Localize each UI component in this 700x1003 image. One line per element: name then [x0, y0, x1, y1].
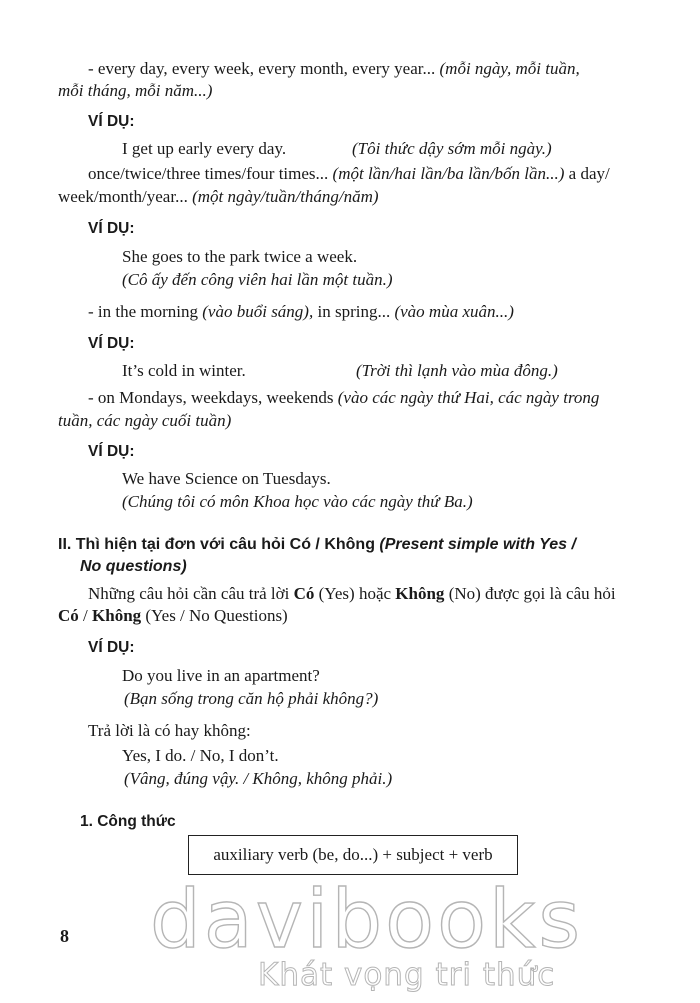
frequency-line: once/twice/three times/four times... (một lần/hai lần/ba lần/bốn lần...) a day/ — [88, 164, 610, 183]
section-heading-cont: No questions) — [80, 558, 187, 575]
frequency-line: - every day, every week, every month, every year... (mỗi ngày, mỗi tuần, — [88, 59, 580, 78]
example-translation: (Tôi thức dậy sớm mỗi ngày.) — [352, 139, 552, 158]
frequency-line: - in the morning (vào buổi sáng), in spring... (vào mùa xuân...) — [88, 302, 514, 321]
example-label: VÍ DỤ: — [88, 113, 135, 130]
example-sentence: She goes to the park twice a week. — [122, 247, 358, 266]
example-label: VÍ DỤ: — [88, 335, 135, 352]
example-sentence: I get up early every day. — [122, 139, 287, 158]
watermark-logo: davibooks — [150, 873, 584, 966]
example-translation: (Bạn sống trong căn hộ phải không?) — [124, 689, 379, 708]
example-sentence: Do you live in an apartment? — [122, 666, 320, 685]
intro-paragraph: Những câu hỏi cần câu trả lời Có (Yes) hoặc Không (No) được gọi là câu hỏi — [88, 584, 616, 603]
formula-text: auxiliary verb (be, do...) + subject + verb — [213, 845, 493, 864]
page-number: 8 — [60, 926, 69, 946]
example-label: VÍ DỤ: — [88, 443, 135, 460]
watermark-slogan: Khát vọng tri thức — [258, 957, 556, 993]
frequency-line-cont: mỗi tháng, mỗi năm...) — [58, 81, 213, 100]
example-sentence: We have Science on Tuesdays. — [122, 469, 331, 488]
answer-intro: Trả lời là có hay không: — [88, 721, 251, 740]
example-translation: (Trời thì lạnh vào mùa đông.) — [356, 361, 558, 380]
answer-sentence: Yes, I do. / No, I don’t. — [122, 746, 279, 765]
frequency-line-cont: tuần, các ngày cuối tuần) — [58, 411, 232, 430]
intro-paragraph-cont: Có / Không (Yes / No Questions) — [58, 606, 288, 625]
frequency-line-cont: week/month/year... (một ngày/tuần/tháng/năm) — [58, 187, 379, 206]
example-sentence: It’s cold in winter. — [122, 361, 246, 380]
section-heading: II. Thì hiện tại đơn với câu hỏi Có / Không (Present simple with Yes / — [58, 536, 576, 553]
frequency-line: - on Mondays, weekdays, weekends (vào các ngày thứ Hai, các ngày trong — [88, 388, 600, 407]
example-label: VÍ DỤ: — [88, 220, 135, 237]
example-translation: (Chúng tôi có môn Khoa học vào các ngày thứ Ba.) — [122, 492, 473, 511]
example-label: VÍ DỤ: — [88, 639, 135, 656]
formula-box — [188, 835, 518, 875]
subsection-heading: 1. Công thức — [80, 813, 176, 830]
example-translation: (Cô ấy đến công viên hai lần một tuần.) — [122, 270, 393, 289]
answer-translation: (Vâng, đúng vậy. / Không, không phải.) — [124, 769, 393, 788]
